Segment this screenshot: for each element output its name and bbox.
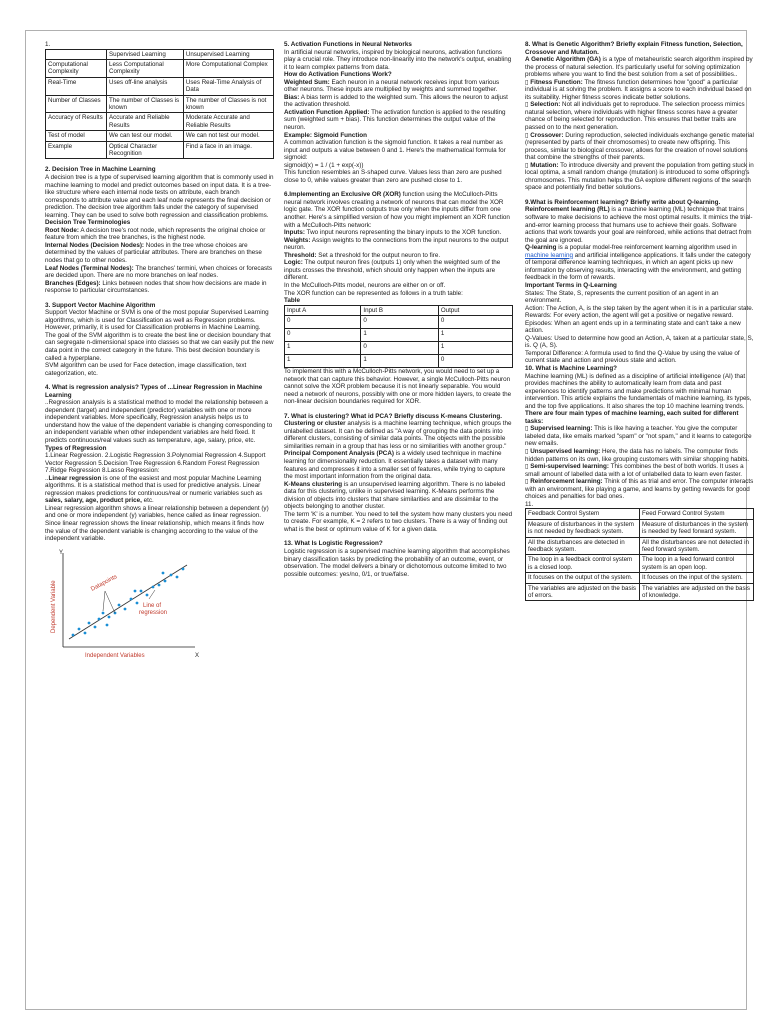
leaf-nodes-paragraph: Leaf Nodes (Terminal Nodes): The branches' termini, when choices or forecasts are decided upon. There are no more branches on leaf nodes. <box>45 264 273 280</box>
datapoint <box>134 589 137 592</box>
datapoint <box>108 615 111 618</box>
inputs-paragraph: Inputs: Two input neurons representing the binary inputs to the XOR function. <box>284 229 502 237</box>
pca-paragraph: Principal Component Analysis (PCA) is a widely used technique in machine learning for dimensionality reduction. It essentially takes a dataset with many features and compresses it into a smaller set of features, while trying to capture the most important information from the original data. <box>284 450 506 481</box>
table-cell: 1 <box>285 355 361 368</box>
table-row <box>526 573 754 583</box>
table-cell: 1 <box>361 355 438 368</box>
bullet-icon: ▯ <box>525 131 529 139</box>
table-header-row <box>285 305 513 315</box>
activation-applied-paragraph: Activation Function Applied: The activation function is applied to the resulting sum (weighted sum + bias). This function determines the output value of the neuron. <box>284 108 506 132</box>
section-4-title: 4. What is regression analysis? Types of ...Linear Regression in Machine Learning <box>45 384 263 399</box>
table-cell: Uses off-line analysis <box>107 77 184 95</box>
table-cell: Number of Classes <box>46 95 107 113</box>
section-6-intro: 6.Implementing an Exclusive OR (XOR) function using the McCulloch-Pitts neural network involves creating a network of neurons that can model the XOR logic gate. The XOR function outputs true only when the inputs differ from one another. Here's a simplified version of how you might implement an XOR function with a McCulloch-Pitts network: <box>284 191 510 229</box>
table-cell: The loop in a feed forward control system is an open loop. <box>640 555 754 573</box>
table-header-cell: Output <box>438 305 512 315</box>
table-row <box>526 537 754 555</box>
sigmoid-paragraph-2: This function resembles an S-shaped curve. Values less than zero are pushed close to 0, while values greater than zero are pushed close to 1. <box>284 169 502 184</box>
table-cell: The variables are adjusted on the basis of errors. <box>526 583 640 601</box>
section-10-title: 10. What is Machine Learning? <box>525 364 618 372</box>
table-row <box>46 131 274 141</box>
bullet-icon: ▯ <box>525 425 529 433</box>
machine-learning-link[interactable]: machine learning <box>525 251 573 259</box>
x-axis-letter: X <box>195 652 200 659</box>
table-body <box>46 59 274 158</box>
truth-table-intro: The XOR function can be represented as follows in a truth table: <box>284 289 463 297</box>
mcculloch-pitts-paragraph: In the McCulloch-Pitts model, neurons are either on or off. <box>284 281 446 289</box>
table-cell: 0 <box>361 342 438 355</box>
sigmoid-paragraph: A common activation function is the sigmoid function. It takes a real number as input and outputs a value between 0 and 1. Here's the mathematical formula for sigmoid: <box>284 139 506 162</box>
bias-paragraph: Bias: A bias term is added to the weighted sum. This allows the neuron to adjust the activation threshold. <box>284 93 508 109</box>
table-cell: All the disturbances are not detected in feed forward system. <box>640 537 754 555</box>
table-row <box>526 519 754 537</box>
datapoint <box>98 617 101 620</box>
branches-paragraph: Branches (Edges): Links between nodes that show how decisions are made in response to particular circumstances. <box>45 279 267 295</box>
term-action: Action: The Action, A, is the step taken by the agent when it is in a particular state. <box>525 304 754 312</box>
table-cell: 1 <box>361 329 438 342</box>
table-cell: 0 <box>361 316 438 329</box>
table-cell: Measure of disturbances in the system is not needed by feedback system. <box>526 519 640 537</box>
datapoint <box>158 583 161 586</box>
datapoint <box>152 585 155 588</box>
regression-paragraph-1: ..Regression analysis is a statistical method to model the relationship between a dependent (target) and independent (predictor) variables with one or more independent variables. More specifically, Regression analysis helps us to understand how the value of the dependent variable is changing corresponding to an independent variable when other independent variables are held fixed. It predicts continuous/real values such as temperature, age, salary, price, etc. <box>45 399 273 445</box>
decision-tree-terms-title: Decision Tree Terminologies <box>45 219 131 227</box>
xor-truth-table <box>284 305 513 368</box>
table-header-cell: Supervised Learning <box>107 49 184 59</box>
types-of-regression-title: Types of Regression <box>45 444 107 452</box>
table-cell: Uses Real-Time Analysis of Data <box>183 77 273 95</box>
mutation-paragraph: ▯ Mutation: To introduce diversity and prevent the population from getting stuck in local optima, a small random change (mutation) is introduced to some offspring's chromosomes. This mutation helps the GA explore different regions of the search space and potentially find better solutions. <box>525 161 754 192</box>
line-of-regression-label-1: Line of <box>143 602 162 609</box>
table-row <box>46 95 274 113</box>
table-label: Table <box>284 297 300 305</box>
bullet-icon: ▯ <box>525 78 529 86</box>
svm-paragraph-3: SVM algorithm can be used for Face detection, image classification, text categorization, etc. <box>45 362 247 377</box>
datapoint <box>106 623 109 626</box>
table-row <box>285 342 513 355</box>
table-cell: The loop in a feedback control system is a closed loop. <box>526 555 640 573</box>
table-row <box>285 316 513 329</box>
question-1-number: 1. <box>45 41 51 48</box>
supervised-paragraph: ▯ Supervised learning: This is like having a teacher. You give the computer labeled data, like emails marked "spam" or "not spam," and it learns to categorize new emails. <box>525 425 752 448</box>
term-q-values: Q-Values: Used to determine how good an Action, A, taken at a particular state, S, is. Q (A, S). <box>525 334 754 350</box>
bullet-icon: ▯ <box>525 463 529 471</box>
datapoint <box>182 567 185 570</box>
q-learning-terms-title: Important Terms in Q-Learning <box>525 281 617 289</box>
feedback-vs-feedforward-table <box>525 508 754 601</box>
line-of-regression-label-2: regression <box>139 609 168 616</box>
table-row <box>526 583 754 601</box>
datapoint <box>140 589 143 592</box>
datapoint <box>130 597 133 600</box>
logistic-regression-paragraph: Logistic regression is a supervised machine learning algorithm that accomplishes binary classification tasks by predicting the probability of an outcome, event, or observation. The model delivers a binary or dichotomous outcome limited to two possible outcomes: yes/no, 0/1, or true/false. <box>284 548 510 578</box>
term-states: States: The State, S, represents the current position of an agent in an environment. <box>525 289 719 305</box>
table-header-cell: Input B <box>361 305 438 315</box>
table-cell: Optical Character Recognition <box>107 141 184 159</box>
table-header-cell: Feedback Control System <box>526 509 640 519</box>
section-13-title: 13. What Is Logistic Regression? <box>284 540 383 548</box>
table-cell: We can test our model. <box>107 131 184 141</box>
regression-types-list: 1.Linear Regression. 2.Logistic Regression 3.Polynomial Regression 4.Support Vector Regression 5.Decision Tree Regression 6.Random Forest Regression 7.Ridge Regression 8.Lasso Regression: <box>45 452 266 475</box>
logic-paragraph: Logic: The output neuron fires (outputs 1) only when the weighted sum of the inputs crosses the threshold, which should only happen when the inputs are different. <box>284 259 501 282</box>
datapoint <box>72 633 75 636</box>
activation-paragraph-1: In artificial neural networks, inspired by biological neurons, activation functions play a crucial role. They introduce non-linearity into the network's output, enabling it to learn complex patterns from data. <box>284 48 512 71</box>
sigmoid-formula: sigmoid(x) = 1 / (1 + exp(-x)) <box>284 161 364 169</box>
table-cell: We can not test our model. <box>183 131 273 141</box>
table-body <box>526 519 754 601</box>
xor-network-paragraph: To implement this with a McCulloch-Pitts network, you would need to set up a network that can capture this behavior. However, a single McCulloch-Pitts neuron cannot solve the XOR problem because it is not linearly separable. You would need a network of neurons, possibly with one or more hidden layers, to create the non-linear decision boundaries required for XOR. <box>284 368 512 406</box>
term-temporal-difference: Temporal Difference: A formula used to find the Q-Value by using the value of current state and action and previous state and action. <box>525 349 740 365</box>
table-row <box>285 355 513 368</box>
root-node-paragraph: Root Node: A decision tree's root node, which represents the original choice or feature from which the tree branches, is the highest node. <box>45 226 266 242</box>
table-cell: The variables are adjusted on the basis of knowledge. <box>640 583 754 601</box>
table-header-row <box>46 49 274 59</box>
table-cell: Test of model <box>46 131 107 141</box>
datapoints-label: Datapoints <box>90 573 119 593</box>
table-header-cell: Feed Forward Control System <box>640 509 754 519</box>
table-row <box>46 141 274 159</box>
reinforcement-type-paragraph: ▯ Reinforcement learning: Think of this as trial and error. The computer interacts with an environment, like playing a game, and learns by getting rewards for good choices and penalties for bad ones. <box>525 478 754 501</box>
q-learning-paragraph: Q-learning is a popular model-free reinforcement learning algorithm used in machine learning and artificial intelligence applications. It falls under the category of temporal difference learning techniques, in which an agent picks up new information by observing results, interacting with the environment, and getting feedback in the form of rewards. <box>525 244 751 282</box>
table-cell: Computational Complexity <box>46 59 107 77</box>
datapoint <box>118 603 121 606</box>
table-row <box>46 113 274 131</box>
table-cell: Measure of disturbances in the system is needed by feed forward system. <box>640 519 754 537</box>
linear-regression-paragraph: ..Linear regression is one of the easiest and most popular Machine Learning algorithms. It is a statistical method that is used for predictive analysis. Linear regression makes predictions for continuous/real or numeric variables such as sales, salary, age, product price, etc. <box>45 474 263 505</box>
datapoint <box>84 631 87 634</box>
section-7-title: 7. What is clustering? What id PCA? Briefly discuss K-means Clustering. <box>284 412 502 420</box>
supervised-vs-unsupervised-table <box>45 49 274 160</box>
datapoint <box>88 621 91 624</box>
table-header-cell <box>46 49 107 59</box>
table-cell: Accurate and Reliable Results <box>107 113 184 131</box>
table-row <box>46 59 274 77</box>
datapoint <box>146 593 149 596</box>
term-episodes: Episodes: When an agent ends up in a terminating state and can't take a new action. <box>525 319 741 335</box>
reinforcement-paragraph: Reinforcement learning (RL) is a machine learning (ML) technique that trains software to make decisions to achieve the most optimal results. It mimics the trial-and-error learning process that humans use to achieve their goals. Software actions that work towards your goal are reinforced, while actions that detract from the goal are ignored. <box>525 206 753 244</box>
column-2 <box>284 41 513 1005</box>
table-cell: More Computational Complex <box>183 59 273 77</box>
genetic-algorithm-paragraph: A Genetic Algorithm (GA) is a type of metaheuristic search algorithm inspired by the process of natural selection. It's particularly useful for solving optimization problems where you want to find the best solution from a set of possibilities.. <box>525 56 753 79</box>
column-1 <box>45 41 274 1005</box>
bullet-icon: ▯ <box>525 478 529 486</box>
regression-paragraph-3: Linear regression algorithm shows a linear relationship between a dependent (y) and one or more independent (y) variables, hence called as linear regression. Since linear regression shows the linear relationship, which means it finds how the value of the dependent variable is changing according to the value of the independent variable. <box>45 504 269 543</box>
table-row <box>526 555 754 573</box>
linear-regression-figure <box>45 547 203 659</box>
table-cell: It focuses on the output of the system. <box>526 573 640 583</box>
section-5-title: 5. Activation Functions in Neural Networks <box>284 41 412 48</box>
section-9-title: 9.What is Reinforcement learning? Briefly write about Q-learning. <box>525 198 721 206</box>
datapoint <box>170 573 173 576</box>
table-cell: 1 <box>438 329 512 342</box>
datapoints-pointer <box>103 591 105 611</box>
table-cell: Real-Time <box>46 77 107 95</box>
document-page <box>25 30 754 1010</box>
table-cell: Moderate Accurate and Reliable Results <box>183 113 273 131</box>
table-header-row <box>526 509 754 519</box>
selection-paragraph: ▯ Selection: Not all individuals get to reproduce. The selection process mimics natural selection, where individuals with higher fitness scores have a greater chance of being selected for reproduction. This ensures that better traits are passed on to the next generation. <box>525 101 745 132</box>
table-cell: 0 <box>438 355 512 368</box>
k-value-paragraph: The term 'K' is a number. You need to tell the system how many clusters you need to create. For example, K = 2 refers to two clusters. There is a way of finding out what is the best or optimum value of K for a given data. <box>284 510 513 533</box>
table-cell: 0 <box>285 329 361 342</box>
datapoint <box>136 601 139 604</box>
clustering-paragraph: Clustering or cluster analysis is a machine learning technique, which groups the unlabelled dataset. It can be defined as "A way of grouping the data points into different clusters, consisting of similar data points. The objects with the possible similarities remain in a group that has less or no similarities with another group." <box>284 420 512 450</box>
weighted-sum-paragraph: Weighted Sum: Each neuron in a neural network receives input from various other neurons. These inputs are multiplied by weights and summed together. <box>284 78 500 94</box>
datapoint <box>164 579 167 582</box>
section-2-intro: A decision tree is a type of supervised learning algorithm that is commonly used in machine learning to model and predict outcomes based on input data. It is a tree-like structure where each internal node tests on attribute, each branch corresponds to attribute value and each leaf node represents the final decision or prediction. The decision tree algorithm falls under the category of supervised learning. They can be used to solve both regression and classification problems. <box>45 173 274 219</box>
crossover-paragraph: ▯ Crossover: During reproduction, selected individuals exchange genetic material (represented by parts of their chromosomes) to create new offspring. This process, similar to biological crossover, allows for the creation of novel solutions that combine the strengths of their parents. <box>525 131 754 162</box>
datapoints-pointer <box>105 591 115 613</box>
table-cell: It focuses on the input of the system. <box>640 573 754 583</box>
y-axis-letter: Y <box>59 549 64 556</box>
section-3-title: 3. Support Vector Machine Algorithm <box>45 301 156 309</box>
machine-learning-paragraph: Machine learning (ML) is defined as a discipline of artificial intelligence (AI) that provides machines the ability to automatically learn from data and past experiences to identify patterns and make predictions with minimal human intervention. This article explains the fundamentals of machine learning, its types, and the top five applications. It also shares the top 10 machine learning trends. <box>525 372 752 410</box>
threshold-paragraph: Threshold: Set a threshold for the output neuron to fire. <box>284 251 441 259</box>
table-cell: 1 <box>438 342 512 355</box>
column-3 <box>525 41 754 1005</box>
bullet-icon: ▯ <box>525 101 529 109</box>
datapoint <box>94 625 97 628</box>
datapoint <box>102 611 105 614</box>
y-axis-label: Dependent Variable <box>51 580 57 633</box>
line-label-pointer <box>149 590 155 599</box>
datapoint <box>124 607 127 610</box>
x-axis-label: Independent Variables <box>85 652 145 659</box>
regression-line <box>69 565 187 639</box>
datapoint <box>176 575 179 578</box>
table-header-cell: Input A <box>285 305 361 315</box>
table-row <box>285 329 513 342</box>
table-cell: Accuracy of Results <box>46 113 107 131</box>
bullet-icon: ▯ <box>525 161 529 169</box>
term-rewards: Rewards: For every action, the agent will get a positive or negative reward. <box>525 312 734 320</box>
fitness-function-paragraph: ▯ Fitness Function: The fitness function determines how "good" a particular individual is at solving the problem. It assigns a score to each individual based on its suitability. Higher fitness scores indicate better solutions. <box>525 78 752 101</box>
datapoint <box>162 571 165 574</box>
sigmoid-example-title: Example: Sigmoid Function <box>284 131 367 139</box>
svm-paragraph-2: The goal of the SVM algorithm is to create the best line or decision boundary that can segregate n-dimensional space into classes so that we can easily put the new data point in the correct category in the future. This best decision boundary is called a hyperplane. <box>45 331 274 362</box>
table-body <box>285 316 513 368</box>
section-8-title: 8. What is Genetic Algorithm? Briefly explain Fitness function, Selection, Crossover and Mutation. <box>525 41 743 56</box>
regression-plot <box>45 547 203 659</box>
table-cell: Less Computational Complexity <box>107 59 184 77</box>
table-cell: Find a face in an image. <box>183 141 273 159</box>
svm-paragraph-1: Support Vector Machine or SVM is one of the most popular Supervised Learning algorithms, which is used for Classification as well as Regression problems. However, primarily, it is used for Classification problems in Machine Learning. <box>45 309 269 332</box>
unsupervised-paragraph: ▯ Unsupervised learning: Here, the data has no labels. The computer finds hidden patterns on its own, like grouping customers with similar shopping habits. <box>525 447 750 463</box>
datapoint <box>78 627 81 630</box>
table-cell: All the disturbances are detected in feedback system. <box>526 537 640 555</box>
semi-supervised-paragraph: ▯ Semi-supervised learning: This combines the best of both worlds. It uses a small amount of labelled data with a lot of unlabelled data to learn even faster. <box>525 463 744 478</box>
table-cell: 0 <box>285 316 361 329</box>
table-cell: Example <box>46 141 107 159</box>
table-cell: The number of Classes is not known <box>183 95 273 113</box>
table-row <box>46 77 274 95</box>
table-cell: 1 <box>285 342 361 355</box>
table-header-cell: Unsupervised Learning <box>183 49 273 59</box>
kmeans-paragraph: K-Means clustering is an unsupervised learning algorithm. There is no labeled data for this clustering, unlike in supervised learning. K-Means performs the division of objects into clusters that share similarities and are dissimilar to the objects belonging to another cluster. <box>284 480 506 511</box>
table-cell: 0 <box>438 316 512 329</box>
question-11-number: 11. <box>525 500 534 508</box>
bullet-icon: ▯ <box>525 447 529 455</box>
how-activation-title: How do Activation Functions Work? <box>284 71 392 79</box>
ml-types-title: There are four main types of machine learning, each suited for different tasks: <box>525 410 739 425</box>
internal-nodes-paragraph: Internal Nodes (Decision Nodes): Nodes in the tree whose choices are determined by the values of particular attributes. There are branches on these nodes that go to other nodes. <box>45 241 262 264</box>
weights-paragraph: Weights: Assign weights to the connections from the input neurons to the output neuron. <box>284 236 509 252</box>
table-cell: The number of Classes is known <box>107 95 184 113</box>
section-2-title: 2. Decision Tree in Machine Learning <box>45 166 156 174</box>
